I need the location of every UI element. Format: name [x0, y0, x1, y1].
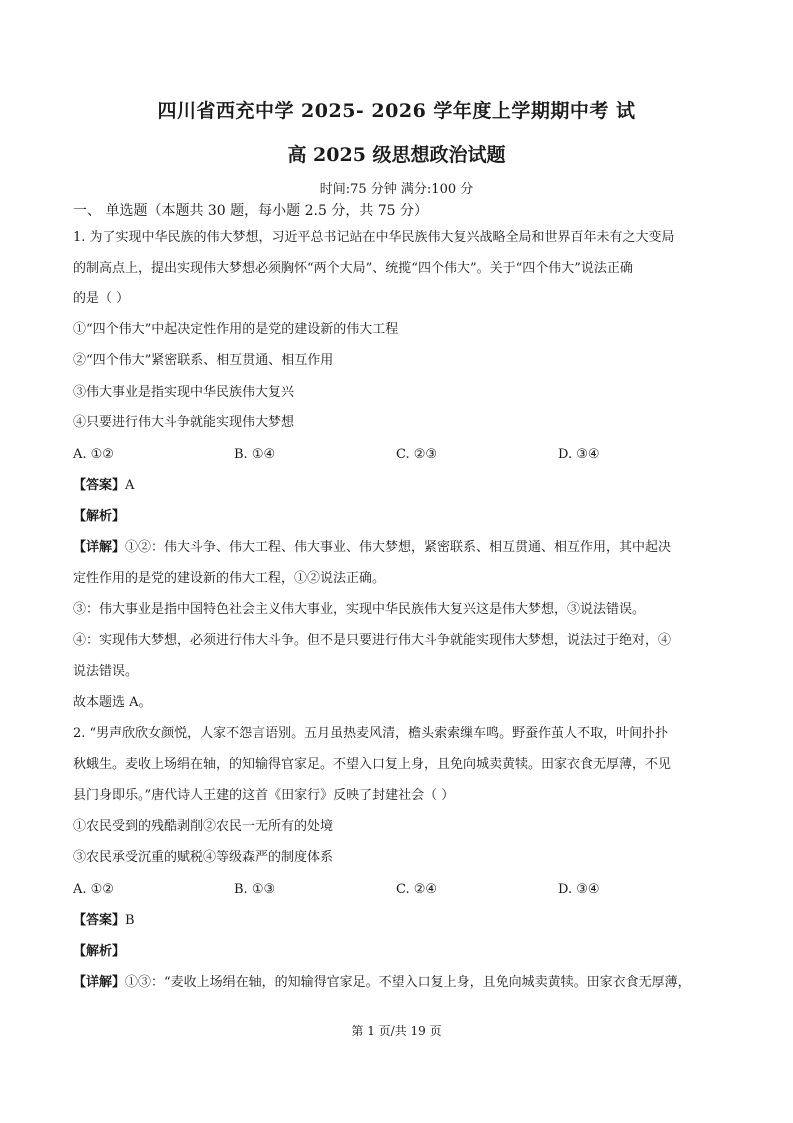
- q1-detail-line-3: ③：伟大事业是指中国特色社会主义伟大事业，实现中华民族伟大复兴这是伟大梦想，③说法错误。: [73, 602, 646, 617]
- answer-value: A: [125, 478, 135, 493]
- exam-time-score: 时间:75 分钟 满分:100 分: [319, 182, 474, 197]
- q1-stem-line-2: 的制高点上，提出实现伟大梦想必须胸怀“两个大局”、统揽“四个伟大”。关于“四个伟大”说法正确: [73, 261, 633, 276]
- q2-answer: [73, 912, 135, 930]
- q1-item-3: ③伟大事业是指实现中华民族伟大复兴: [73, 385, 295, 400]
- q2-options: [73, 881, 728, 899]
- q1-item-4: ④只要进行伟大斗争就能实现伟大梦想: [73, 415, 295, 430]
- answer-tag: 【答案】: [73, 478, 126, 493]
- q2-item-2: ③农民承受沉重的赋税④等级森严的制度体系: [73, 850, 334, 865]
- q1-item-1: ①“四个伟大”中起决定性作用的是党的建设新的伟大工程: [73, 322, 399, 337]
- q2-option-b: B. ①③: [234, 882, 276, 897]
- detail-text: ①②：伟大斗争、伟大工程、伟大事业、伟大梦想，紧密联系、相互贯通、相互作用，其中起决: [125, 540, 672, 555]
- detail-tag: 【详解】: [73, 540, 126, 555]
- q1-option-c: C. ②③: [396, 447, 438, 462]
- q1-options: [73, 446, 728, 464]
- q1-detail-line-6: 故本题选 A。: [73, 695, 152, 710]
- q2-option-c: C. ②④: [396, 882, 438, 897]
- exam-subtitle: 高 2025 级思想政治试题: [287, 144, 506, 166]
- q1-analysis-tag: 【解析】: [73, 509, 126, 524]
- q2-detail-line-1: [73, 974, 691, 992]
- answer-value: B: [125, 913, 135, 928]
- q1-detail-line-2: 定性作用的是党的建设新的伟大工程，①②说法正确。: [73, 571, 386, 586]
- q2-stem-line-3: 县门身即乐。”唐代诗人王建的这首《田家行》反映了封建社会（ ）: [73, 788, 455, 803]
- q1-item-2: ②“四个伟大”紧密联系、相互贯通、相互作用: [73, 353, 334, 368]
- q2-option-a: A. ①②: [73, 882, 114, 897]
- q2-analysis-tag: 【解析】: [73, 944, 126, 959]
- q2-item-1: ①农民受到的残酷剥削②农民一无所有的处境: [73, 819, 334, 834]
- q2-stem-line-1: 2. “男声欣欣女颜悦，人家不怨言语别。五月虽热麦风清，檐头索索缫车鸣。野蚕作茧人不取，叶间扑扑: [73, 726, 669, 741]
- section-heading: 一、 单选题（本题共 30 题，每小题 2.5 分，共 75 分）: [73, 203, 429, 219]
- q1-answer: [73, 477, 134, 495]
- q2-stem-line-2: 秋蛾生。麦收上场绢在轴，的知输得官家足。不望入口复上身，且免向城卖黄犊。田家衣食无厚薄，不见: [73, 757, 672, 772]
- q1-detail-line-1: [73, 539, 671, 557]
- page-number: 第 1 页/共 19 页: [351, 1024, 442, 1038]
- q1-detail-line-5: 说法错误。: [73, 664, 139, 679]
- detail-text: ①③：“麦收上场绢在轴，的知输得官家足。不望入口复上身，且免向城卖黄犊。田家衣食无厚薄，: [125, 975, 691, 990]
- q1-option-a: A. ①②: [73, 447, 114, 462]
- exam-title: 四川省西充中学 2025- 2026 学年度上学期期中考 试: [157, 100, 636, 122]
- answer-tag: 【答案】: [73, 913, 126, 928]
- q1-option-b: B. ①④: [234, 447, 276, 462]
- q1-stem-line-3: 的是（ ）: [73, 291, 130, 306]
- q1-option-d: D. ③④: [558, 447, 600, 462]
- q1-stem-line-1: 1. 为了实现中华民族的伟大梦想，习近平总书记站在中华民族伟大复兴战略全局和世界百年未有之大变局: [73, 230, 675, 245]
- detail-tag: 【详解】: [73, 975, 126, 990]
- q1-detail-line-4: ④：实现伟大梦想，必须进行伟大斗争。但不是只要进行伟大斗争就能实现伟大梦想，说法过于绝对，④: [73, 633, 672, 648]
- q2-option-d: D. ③④: [558, 882, 600, 897]
